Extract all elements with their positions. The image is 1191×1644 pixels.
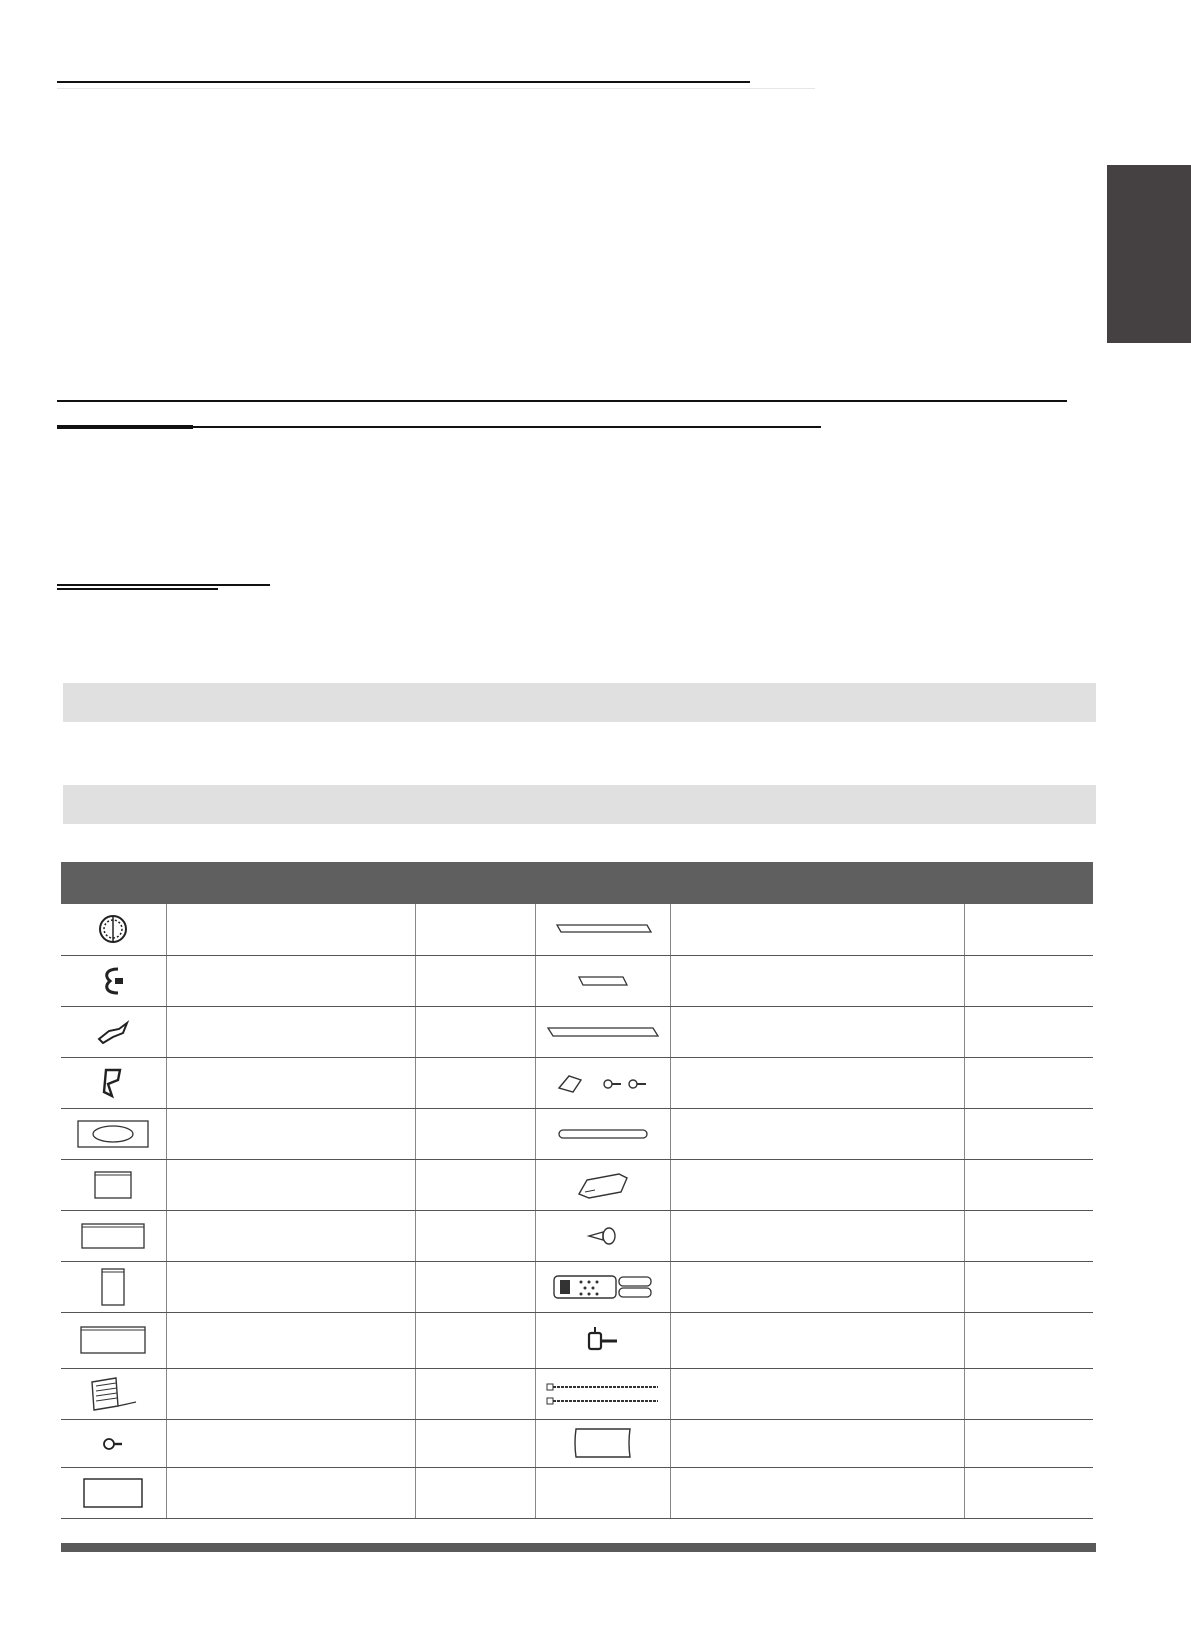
clip-icon [61,1006,166,1057]
left-qty-cell [415,1159,535,1210]
left-name-cell [166,1261,415,1312]
filter-mesh-icon [61,1368,166,1419]
section-band-1 [63,683,1096,722]
table-row [61,955,1093,1006]
left-qty-cell [415,1006,535,1057]
right-name-cell [670,904,964,955]
right-qty-cell [964,1368,1093,1419]
right-qty-cell [964,1261,1093,1312]
bracket-clip-icon [61,1057,166,1108]
table-row [61,1057,1093,1108]
left-qty-cell [415,955,535,1006]
table-row [61,1419,1093,1467]
drain-tube-icon [535,1108,670,1159]
left-name-cell [166,1057,415,1108]
pipe-bar-icon [535,904,670,955]
shield-plate-icon [535,1159,670,1210]
right-name-cell [670,1108,964,1159]
table-header [61,862,1093,904]
short-pipe-bar-icon [535,955,670,1006]
right-name-cell [670,1261,964,1312]
right-qty-cell [964,904,1093,955]
right-name-cell [670,1419,964,1467]
left-qty-cell [415,1419,535,1467]
accessories-table [61,862,1093,1519]
label-plate-icon [61,1467,166,1518]
drain-joint-icon [535,1312,670,1368]
right-qty-cell [964,1006,1093,1057]
heading-underline-3-bold [57,588,218,590]
left-name-cell [166,1006,415,1057]
right-name-cell [670,1057,964,1108]
left-qty-cell [415,1261,535,1312]
table-row [61,904,1093,955]
table-row [61,1261,1093,1312]
table-row [61,1312,1093,1368]
left-name-cell [166,1312,415,1368]
long-panel-icon [61,1312,166,1368]
right-qty-cell [964,1467,1093,1518]
heading-underline-1-trail [57,88,815,89]
right-name-cell [670,1312,964,1368]
table-row [61,1368,1093,1419]
left-name-cell [166,1419,415,1467]
left-qty-cell [415,1368,535,1419]
left-name-cell [166,955,415,1006]
insulation-sleeve-icon [535,1419,670,1467]
right-qty-cell [964,1210,1093,1261]
right-qty-cell [964,1159,1093,1210]
tall-panel-icon [61,1261,166,1312]
heading-underline-1 [57,81,750,83]
left-qty-cell [415,904,535,955]
right-name-cell [670,955,964,1006]
left-qty-cell [415,1312,535,1368]
pipe-clip-icon [61,955,166,1006]
table-row [61,1210,1093,1261]
right-qty-cell [964,1057,1093,1108]
right-name-cell [670,1210,964,1261]
empty-icon-cell [535,1467,670,1518]
long-pipe-bar-icon [535,1006,670,1057]
remote-control-and-batteries-icon [535,1261,670,1312]
heading-underline-2-bold [57,425,193,429]
table-row [61,1006,1093,1057]
right-name-cell [670,1159,964,1210]
expansion-plug-icon [535,1210,670,1261]
section-band-2 [63,785,1096,824]
left-name-cell [166,904,415,955]
oval-panel-icon [61,1108,166,1159]
right-name-cell [670,1467,964,1518]
right-name-cell [670,1006,964,1057]
table-row [61,1108,1093,1159]
left-qty-cell [415,1108,535,1159]
table-row [61,1467,1093,1518]
left-qty-cell [415,1467,535,1518]
left-name-cell [166,1467,415,1518]
right-qty-cell [964,955,1093,1006]
right-qty-cell [964,1419,1093,1467]
side-tab [1107,165,1191,343]
right-name-cell [670,1368,964,1419]
section-divider [57,400,1067,402]
wide-panel-icon [61,1210,166,1261]
right-qty-cell [964,1312,1093,1368]
left-name-cell [166,1368,415,1419]
wall-hole-cover-icon [61,904,166,955]
left-name-cell [166,1210,415,1261]
left-name-cell [166,1108,415,1159]
cable-ties-icon [535,1368,670,1419]
left-qty-cell [415,1057,535,1108]
left-qty-cell [415,1210,535,1261]
bottom-bar [61,1543,1096,1552]
screw-icon [61,1419,166,1467]
table-row [61,1159,1093,1210]
small-panel-icon [61,1159,166,1210]
heading-underline-3 [57,584,270,586]
bracket-and-screws-icon [535,1057,670,1108]
left-name-cell [166,1159,415,1210]
right-qty-cell [964,1108,1093,1159]
